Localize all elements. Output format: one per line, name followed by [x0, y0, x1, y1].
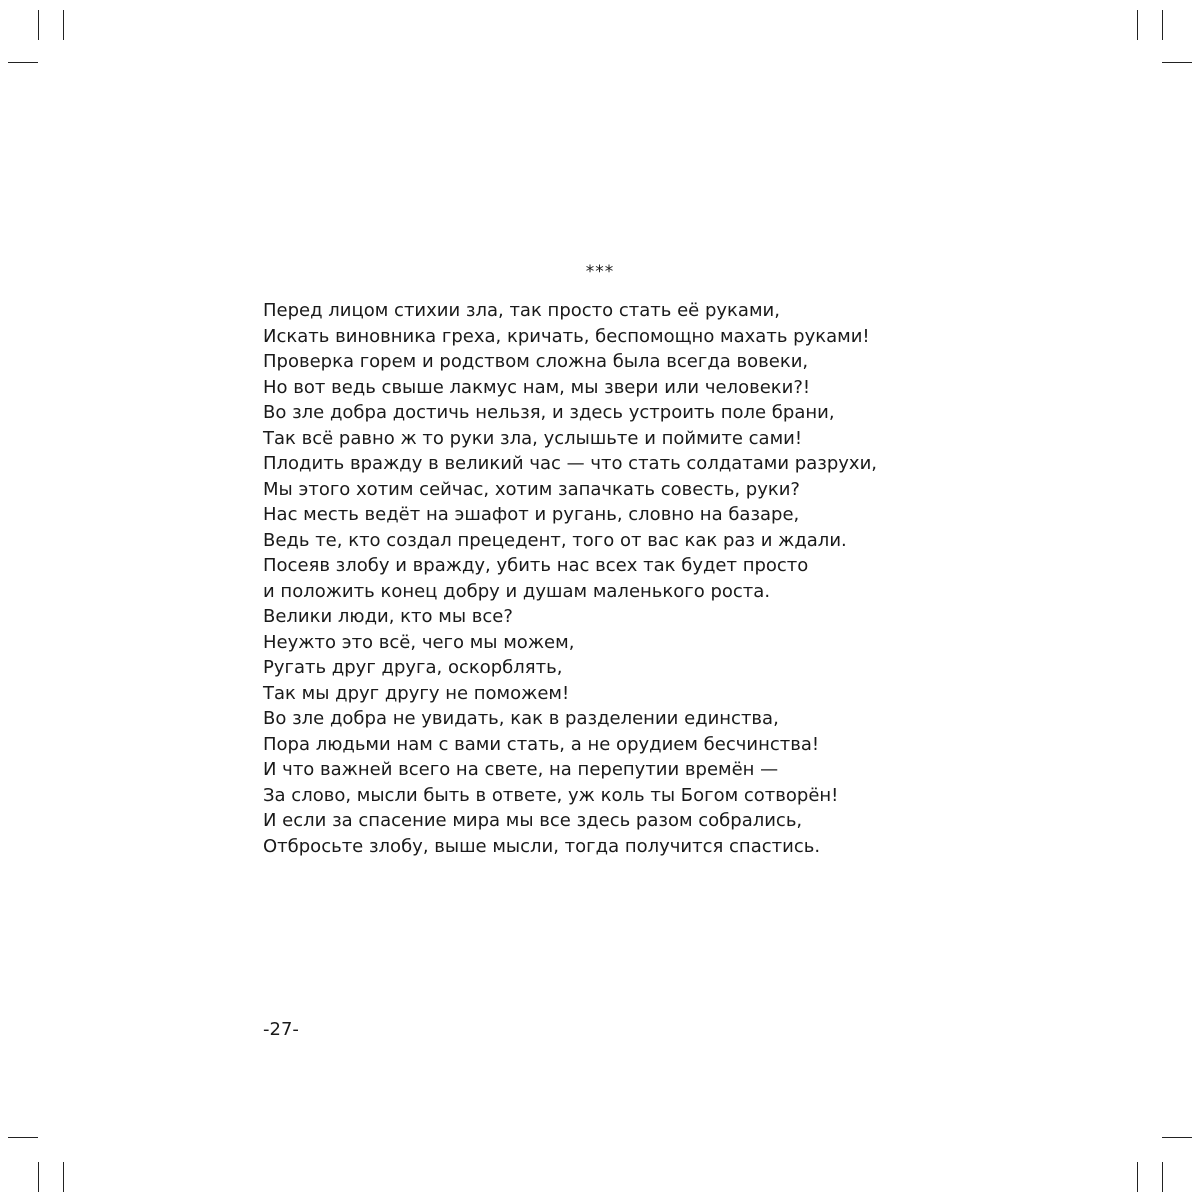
poem-line: Нас месть ведёт на эшафот и ругань, словно на базаре, — [263, 504, 800, 525]
poem-line: Проверка горем и родством сложна была всегда вовеки, — [263, 351, 809, 372]
poem-line: Так мы друг другу не поможем! — [263, 682, 570, 704]
page-number: -27- — [263, 1019, 299, 1040]
poem-line: Так всё равно ж то руки зла, услышьте и поймите сами! — [263, 427, 803, 449]
poem-line: Но вот ведь свыше лакмус нам, мы звери или человеки?! — [263, 376, 811, 398]
crop-mark-bottom-right-vertical-inner — [1137, 1162, 1138, 1192]
crop-mark-bottom-left-vertical-inner — [63, 1162, 64, 1192]
poem-line: Во зле добра достичь нельзя, и здесь устроить поле брани, — [263, 402, 835, 423]
poem-line: Во зле добра не увидать, как в разделении единства, — [263, 708, 779, 729]
crop-mark-top-left-vertical-inner — [63, 10, 64, 40]
crop-mark-top-right-vertical-inner — [1137, 10, 1138, 40]
poem-line: Мы этого хотим сейчас, хотим запачкать совесть, руки? — [263, 478, 800, 500]
poem-line: За слово, мысли быть в ответе, уж коль ты Богом сотворён! — [263, 784, 839, 806]
crop-mark-top-right-vertical-outer — [1162, 10, 1163, 40]
crop-mark-bottom-left-vertical-outer — [38, 1162, 39, 1192]
crop-mark-bottom-right-vertical-outer — [1162, 1162, 1163, 1192]
poem-line: Пора людьми нам с вами стать, а не орудием бесчинства! — [263, 733, 820, 755]
crop-mark-top-left-vertical-outer — [38, 10, 39, 40]
section-separator: *** — [585, 262, 615, 282]
poem-line: И что важней всего на свете, на перепутии времён — — [263, 759, 779, 780]
poem-line: Искать виновника греха, кричать, беспомощно махать руками! — [263, 325, 870, 347]
poem — [263, 298, 877, 859]
poem-line: И если за спасение мира мы все здесь разом собрались, — [263, 810, 803, 831]
poem-line: Отбросьте злобу, выше мысли, тогда получится спастись. — [263, 835, 821, 857]
poem-line: Неужто это всё, чего мы можем, — [263, 631, 575, 653]
crop-mark-bottom-left-horizontal — [8, 1137, 38, 1138]
poem-line: Ведь те, кто создал прецедент, того от вас как раз и ждали. — [263, 529, 847, 551]
poem-line: Посеяв злобу и вражду, убить нас всех так будет просто — [263, 555, 809, 576]
poem-line: Перед лицом стихии зла, так просто стать её руками, — [263, 300, 780, 321]
crop-mark-top-right-horizontal — [1162, 62, 1192, 63]
poem-line: Велики люди, кто мы все? — [263, 606, 513, 627]
poem-line: Ругать друг друга, оскорблять, — [263, 657, 563, 678]
crop-mark-bottom-right-horizontal — [1162, 1137, 1192, 1138]
crop-mark-top-left-horizontal — [8, 62, 38, 63]
poem-line: и положить конец добру и душам маленького роста. — [263, 580, 771, 602]
poem-line: Плодить вражду в великий час — что стать солдатами разрухи, — [263, 453, 877, 474]
